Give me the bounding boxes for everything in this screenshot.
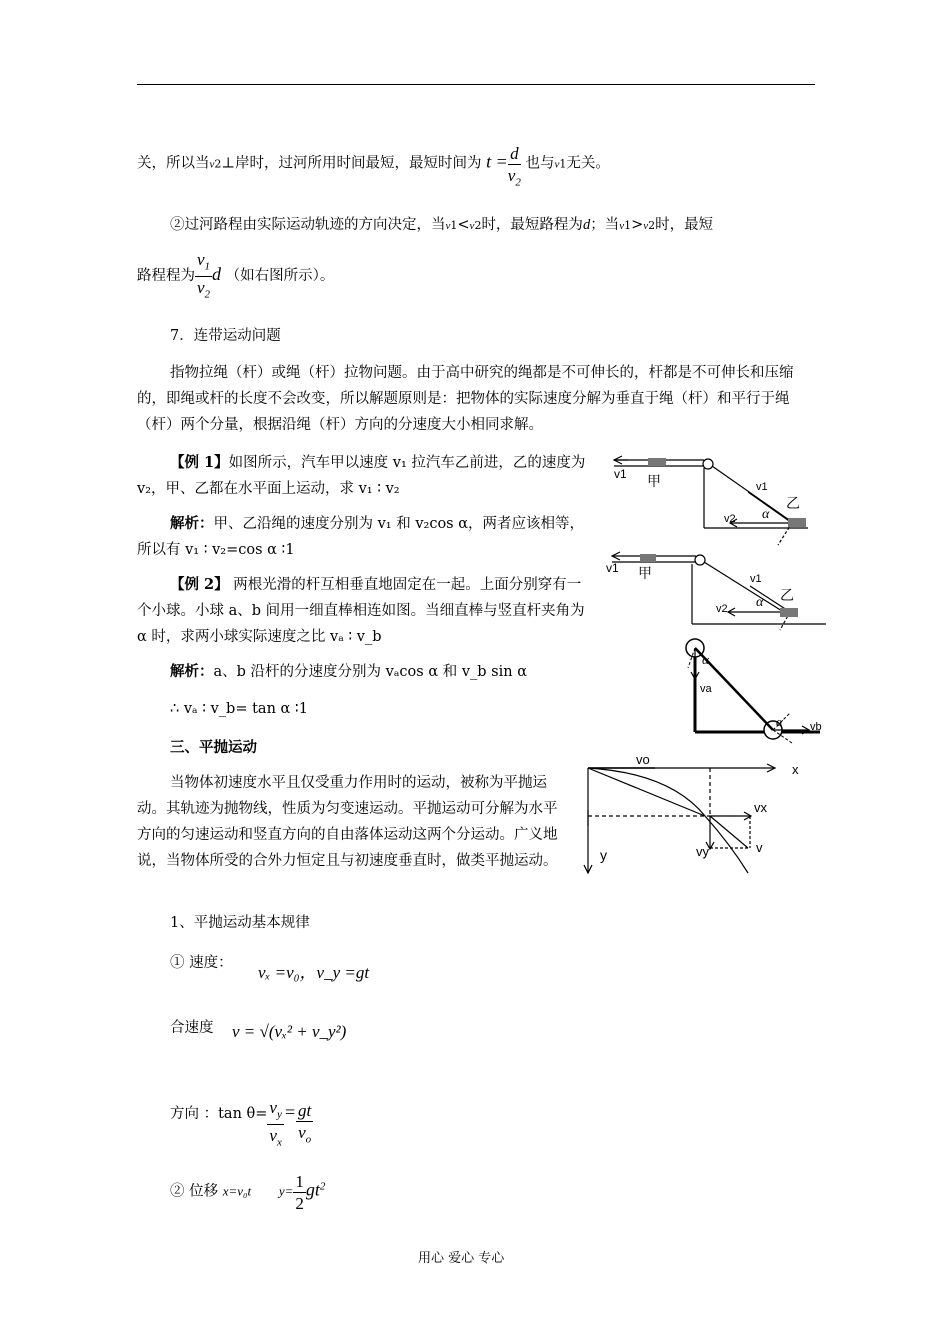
car-jia <box>648 458 666 466</box>
text: ；当 <box>590 217 620 233</box>
header-rule <box>137 84 815 85</box>
figure-projectile <box>580 748 820 878</box>
label-vb: vb <box>810 721 822 733</box>
var-d: d <box>582 217 591 233</box>
var-v1: v <box>554 158 560 171</box>
fraction-v1-over-v2 <box>195 250 212 306</box>
fraction-d-over-v2 <box>508 144 521 193</box>
text: 关，所以当 <box>137 155 210 172</box>
sub: 2 <box>648 219 656 232</box>
label: ② 位移 <box>170 1183 219 1200</box>
example-1 <box>137 450 593 502</box>
numerator: 1 <box>295 1172 304 1191</box>
text: ②过河路程由实际运动轨迹的方向决定，当 <box>170 217 446 233</box>
den-sub: 2 <box>515 176 521 189</box>
displacement-row <box>170 1170 325 1213</box>
sub: 1 <box>450 219 458 232</box>
car-yi <box>788 518 806 527</box>
label: 【例 1】 <box>170 454 229 471</box>
text: 也与 <box>525 155 555 172</box>
denominator <box>296 1122 313 1150</box>
equals: = <box>283 1101 297 1122</box>
label-yi: 乙 <box>780 587 794 603</box>
label-y: y <box>600 847 607 863</box>
solution-2 <box>170 659 590 685</box>
label-alpha-a: α <box>702 652 709 667</box>
label-alpha: α <box>756 595 764 610</box>
trajectory <box>588 768 748 873</box>
label-yi: 乙 <box>786 495 800 511</box>
var-v1: v <box>445 220 451 232</box>
label-vo: vo <box>636 752 650 767</box>
section-3-1-title: 1、平抛运动基本规律 <box>170 915 310 931</box>
num-var: v <box>269 1098 277 1117</box>
numerator <box>195 250 212 277</box>
text: 两根光滑的杆互相垂直地固定在一起。上面分别穿有一个小球。小球 a、b 间用一细直棒相连如图。当细直棒与竖直杆夹角为 α 时，求两小球实际速度之比 vₐ ∶ v_b <box>137 577 585 645</box>
den-var: v <box>269 1126 277 1146</box>
paragraph-shortest-time <box>137 139 817 188</box>
eq-t: t = <box>486 151 508 172</box>
label-v: v <box>756 840 763 855</box>
label-alpha: α <box>762 507 770 522</box>
label-v1-component: v1 <box>756 481 768 493</box>
fraction-gt-over-vo <box>296 1101 313 1150</box>
label-x: x <box>792 762 799 777</box>
label: 解析： <box>170 663 214 680</box>
var-v2: v <box>209 158 215 171</box>
lt: < <box>457 217 470 233</box>
var-d: d <box>212 263 222 284</box>
direction-row <box>170 1086 313 1149</box>
pulley <box>703 459 713 469</box>
den-sub: o <box>305 1133 312 1146</box>
combined-velocity-formula: v = √(vₓ² + v_y²) <box>232 1022 347 1041</box>
var-v2: v <box>469 220 475 232</box>
den-var: v <box>197 278 205 298</box>
sub: 1 <box>624 219 632 232</box>
footer: 用心 爱心 专心 <box>418 1251 505 1266</box>
var-v2: v <box>643 220 649 232</box>
text: 路程程为 <box>137 267 195 284</box>
denominator <box>195 277 212 305</box>
num-sub: y <box>276 1108 282 1121</box>
example-2 <box>137 572 593 650</box>
x-formula: x=v₀t <box>222 1183 252 1199</box>
chord <box>588 768 705 816</box>
combined-velocity-label: 合速度 <box>170 1020 214 1036</box>
gt: > <box>631 217 644 233</box>
gt: gt <box>305 1179 320 1200</box>
den-var: v <box>298 1123 306 1143</box>
car-yi <box>780 608 798 617</box>
den-sub: 2 <box>204 288 211 301</box>
text: 时，最短路程为 <box>481 217 583 233</box>
label: 解析： <box>170 515 214 532</box>
paragraph-projectile: 当物体初速度水平且仅受重力作用时的运动，被称为平抛运动。其轨迹为抛物线，性质为匀变速运动。平抛运动可分解为水平方向的匀速运动和竖直方向的自由落体运动这两个分运动。广义地说，当物体所受的合外力恒定且与初速度垂直时，做类平抛运动。 <box>137 775 558 869</box>
sub: 2 <box>214 157 222 171</box>
section-3-title: 三、平抛运动 <box>170 739 257 756</box>
y-label: y= <box>278 1183 294 1199</box>
label-jia: 甲 <box>647 473 661 489</box>
figure-cars-2 <box>600 546 830 636</box>
numerator <box>267 1098 283 1125</box>
text: 如图所示，汽车甲以速度 v₁ 拉汽车乙前进，乙的速度为 v₂，甲、乙都在水平面上运动，求 v₁ ∶ v₂ <box>137 455 586 497</box>
figure-rods <box>640 630 830 750</box>
label-va: va <box>700 683 712 695</box>
solution-1 <box>137 511 593 563</box>
section-7-title: 7．连带运动问题 <box>170 328 281 344</box>
den-sub: x <box>276 1136 282 1149</box>
label-v2: v2 <box>724 513 736 525</box>
label-v1: v1 <box>614 467 627 481</box>
text: （如右图所示）。 <box>225 267 335 284</box>
num-sub: 1 <box>204 260 211 273</box>
figure-cars-1 <box>600 448 820 550</box>
denominator <box>508 165 521 193</box>
denominator: 2 <box>295 1194 304 1213</box>
label: 【例 2】 <box>170 576 229 593</box>
v-arrow <box>710 816 748 848</box>
paragraph-path-formula <box>137 248 637 304</box>
label-v1: v1 <box>606 561 619 575</box>
text: 时，最短 <box>655 217 714 233</box>
sup: 2 <box>319 1180 326 1193</box>
velocity-formula: vₓ =v₀，v_y =gt <box>258 963 370 982</box>
label-vy: vy <box>696 844 709 859</box>
den-var: v <box>507 166 516 185</box>
sub: 2 <box>474 219 482 232</box>
fraction-vy-over-vx <box>267 1098 283 1154</box>
num-var: v <box>197 250 205 269</box>
paragraph-principle: 指物拉绳（杆）或绳（杆）拉物问题。由于高中研究的绳都是不可伸长的，杆都是不可伸长和压缩的，即绳或杆的长度不会改变，所以解题原则是：把物体的实际速度分解为垂直于绳（杆）和平行于绳（杆）两个分量，根据沿绳（杆）方向的分速度大小相同求解。 <box>137 365 794 433</box>
result-2: ∴ vₐ ∶ v_b= tan α ∶1 <box>170 701 308 717</box>
numerator: gt <box>298 1101 312 1121</box>
text: ⊥岸时，过河所用时间最短，最短时间为 <box>221 155 482 172</box>
sub: 1 <box>559 157 567 171</box>
paragraph-shortest-path <box>170 212 820 239</box>
pulley <box>695 555 705 565</box>
text: 无关。 <box>566 155 610 172</box>
text: 甲、乙沿绳的速度分别为 v₁ 和 v₂cos α，两者应该相等，所以有 v₁ ∶ v₂=cos α ∶1 <box>137 516 585 558</box>
text: a、b 沿杆的分速度分别为 vₐcos α 和 v_b sin α <box>213 664 527 680</box>
label-jia: 甲 <box>638 565 652 581</box>
label-vx: vx <box>754 800 767 815</box>
label-v2: v2 <box>716 603 728 615</box>
denominator <box>267 1125 283 1153</box>
var-v1: v <box>619 220 625 232</box>
label-v1-component: v1 <box>750 573 762 585</box>
numerator: d <box>508 144 521 165</box>
label-alpha-b: α <box>776 714 783 729</box>
velocity-label: ① 速度： <box>170 955 233 971</box>
car-jia <box>640 554 656 562</box>
label: 方向 ：tan θ= <box>170 1105 268 1122</box>
fraction-half <box>293 1172 306 1215</box>
